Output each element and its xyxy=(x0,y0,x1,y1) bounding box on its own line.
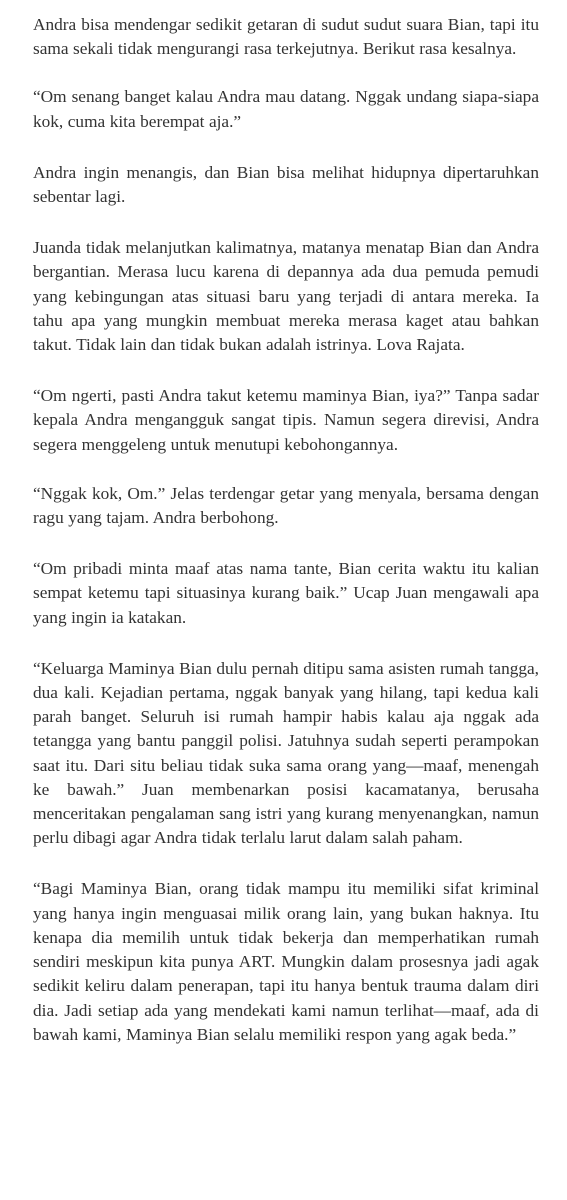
paragraph-4: Juanda tidak melanjutkan kalimatnya, matanya menatap Bian dan Andra bergantian. Merasa lucu karena di depannya ada dua pemuda pemudi yang kebingungan atas situasi baru yang terjadi di antara mereka. Ia tahu apa yang mungkin membuat mereka merasa kaget atau bahkan takut. Tidak lain dan tidak bukan adalah istrinya. Lova Rajata. xyxy=(33,238,539,355)
paragraph-2: “Om senang banget kalau Andra mau datang. Nggak undang siapa-siapa kok, cuma kita berempat aja.” xyxy=(33,87,539,131)
paragraph-6: “Nggak kok, Om.” Jelas terdengar getar yang menyala, bersama dengan ragu yang tajam. Andra berbohong. xyxy=(33,483,539,528)
paragraph-5: “Om ngerti, pasti Andra takut ketemu maminya Bian, iya?” Tanpa sadar kepala Andra mengangguk sangat tipis. Namun segera direvisi, Andra segera menggeleng untuk menutupi kebohongannya. xyxy=(33,386,539,454)
paragraph-1: Andra bisa mendengar sedikit getaran di sudut sudut suara Bian, tapi itu sama sekali tidak mengurangi rasa terkejutnya. Berikut rasa kesalnya. xyxy=(33,15,539,59)
paragraph-8: “Keluarga Maminya Bian dulu pernah ditipu sama asisten rumah tangga, dua kali. Kejadian pertama, nggak banyak yang hilang, tapi kedua kali parah banget. Seluruh isi rumah hampir habis kalau aja nggak ada tetangga yang bantu panggil polisi. Jatuhnya sudah seperti perampokan saat itu. Dari situ beliau tidak suka sama orang yang—maaf, menengah ke bawah.” Juan membenarkan posisi kacamatanya, berusaha menceritakan pengalaman sang istri yang kurang menyenangkan, namun perlu dibagi agar Andra tidak terlalu larut dalam salah paham. xyxy=(33,658,539,848)
paragraph-7: “Om pribadi minta maaf atas nama tante, Bian cerita waktu itu kalian sempat ketemu tapi situasinya kurang baik.” Ucap Juan mengawali apa yang ingin ia katakan. xyxy=(33,559,539,627)
paragraph-9: “Bagi Maminya Bian, orang tidak mampu itu memiliki sifat kriminal yang hanya ingin menguasai milik orang lain, yang bukan haknya. Itu kenapa dia memilih untuk tidak bekerja dan memperhatikan rumah sendiri meskipun kita punya ART. Mungkin dalam prosesnya jadi agak sedikit keliru dalam penerapan, tapi itu hanya bentuk trauma dalam diri dia. Jadi setiap ada yang mendekati kami namun terlihat—maaf, ada di bawah kami, Maminya Bian selalu memiliki respon yang agak beda.” xyxy=(33,879,539,1044)
paragraph-3: Andra ingin menangis, dan Bian bisa melihat hidupnya dipertaruhkan sebentar lagi. xyxy=(33,162,539,207)
